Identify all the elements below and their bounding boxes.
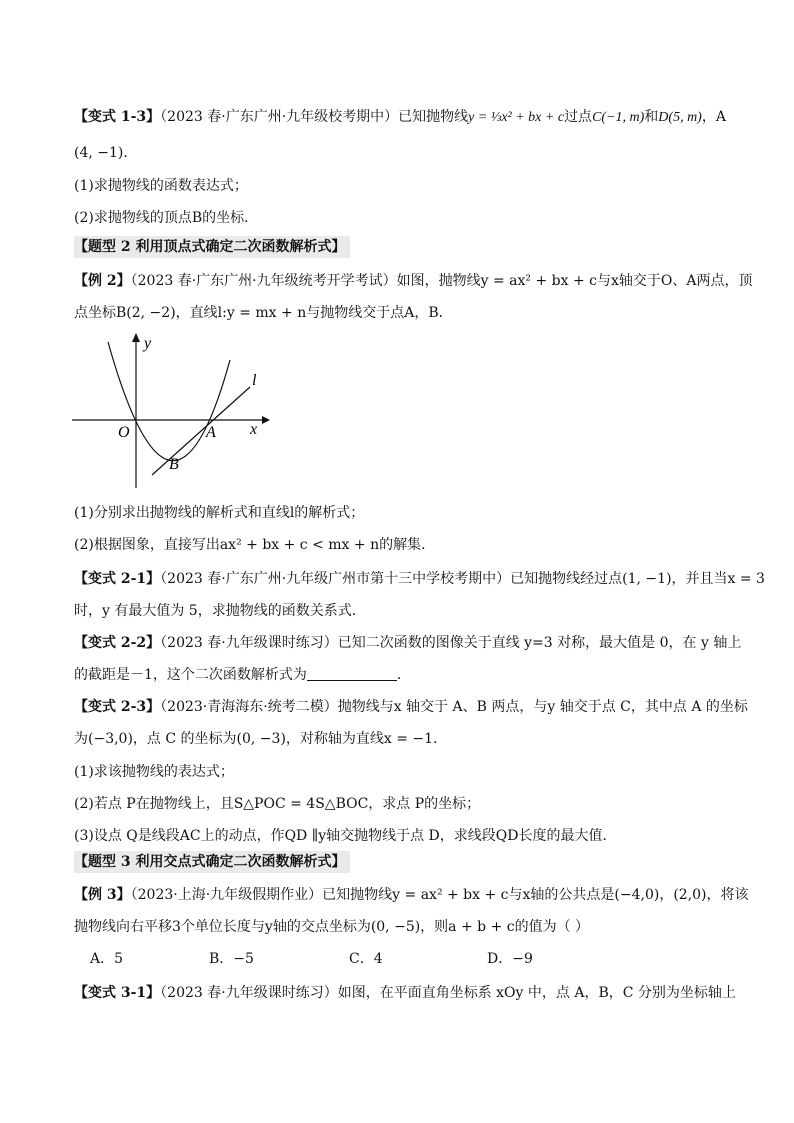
variant-2-1-line-2: 时，y 有最大值为 5，求抛物线的函数关系式． bbox=[74, 603, 366, 619]
variant-1-3-question-1: (1)求抛物线的函数表达式； bbox=[74, 178, 248, 194]
y-axis-arrow bbox=[132, 333, 140, 342]
variant-1-3-line-1: 【变式 1-3】（2023 春·广东广州·九年级校考期中）已知抛物线y = ⅓x² + bx + c过点C(−1, m)和D(5, m)，A bbox=[74, 109, 726, 125]
variant-2-3-title: 【变式 2-3】 bbox=[74, 699, 161, 715]
section-2-title: 【题型 2 利用顶点式确定二次函数解析式】 bbox=[74, 239, 346, 255]
line-l bbox=[152, 387, 250, 475]
example-2-line-2: 点坐标B(2, −2)，直线l:y = mx + n与抛物线交于点A，B． bbox=[74, 305, 453, 321]
example-3-source: （2023·上海·九年级假期作业） bbox=[130, 887, 323, 903]
x-axis-arrow bbox=[262, 416, 270, 424]
example-2-title: 【例 2】 bbox=[74, 273, 131, 289]
option-b[interactable]: B．−5 bbox=[209, 951, 254, 967]
option-a[interactable]: A．5 bbox=[90, 951, 124, 967]
section-3-title: 【题型 3 利用交点式确定二次函数解析式】 bbox=[74, 854, 346, 870]
answer-blank[interactable] bbox=[307, 666, 397, 681]
variant-2-2-source: （2023 春·九年级课时练习） bbox=[160, 635, 338, 651]
variant-1-3-title: 【变式 1-3】 bbox=[74, 109, 161, 125]
label-x: x bbox=[250, 421, 258, 438]
variant-2-3-question-3: (3)设点 Q是线段AC上的动点，作QD ∥y轴交抛物线于点 D，求线段QD长度的最大值． bbox=[74, 828, 617, 844]
label-l: l bbox=[252, 372, 257, 389]
variant-2-1-source: （2023 春·广东广州·九年级广州市第十三中学校考期中） bbox=[160, 571, 511, 587]
example-2-question-2: (2)根据图象，直接写出ax² + bx + c < mx + n的解集． bbox=[74, 537, 436, 553]
label-y: y bbox=[144, 335, 152, 352]
example-2-source: （2023 春·广东广州·九年级统考开学考试） bbox=[130, 273, 397, 289]
variant-2-3-question-2: (2)若点 P在抛物线上，且S△POC = 4S△BOC，求点 P的坐标； bbox=[74, 796, 481, 812]
example-3-line-2: 抛物线向右平移3个单位长度与y轴的交点坐标为(0, −5)，则a + b + c的值为（ ） bbox=[74, 919, 590, 935]
variant-3-1-source: （2023 春·九年级课时练习） bbox=[160, 985, 338, 1001]
point-c: C(−1, m) bbox=[592, 110, 645, 125]
label-a: A bbox=[206, 424, 216, 441]
variant-2-3-line-1: 【变式 2-3】（2023·青海海东·统考二模）抛物线与x 轴交于 A、B 两点，与y 轴交于点 C，其中点 A 的坐标 bbox=[74, 699, 748, 715]
variant-1-3-question-2: (2)求抛物线的顶点B的坐标． bbox=[74, 210, 259, 226]
example-3-line-1: 【例 3】（2023·上海·九年级假期作业）已知抛物线y = ax² + bx + c与x轴的公共点是(−4,0)，(2,0)，将该 bbox=[74, 887, 749, 903]
variant-2-2-line-2: 的截距是－1，这个二次函数解析式为 ． bbox=[74, 667, 411, 683]
variant-3-1-title: 【变式 3-1】 bbox=[74, 985, 161, 1001]
variant-2-3-line-2: 为(−3,0)，点 C 的坐标为(0, −3)，对称轴为直线x = −1． bbox=[74, 731, 448, 747]
variant-1-3-source: （2023 春·广东广州·九年级校考期中） bbox=[160, 109, 399, 125]
option-d[interactable]: D．−9 bbox=[487, 951, 533, 967]
parabola-equation: y = ⅓x² + bx + c bbox=[468, 110, 565, 125]
label-b: B bbox=[169, 456, 179, 473]
variant-2-1-line-1: 【变式 2-1】（2023 春·广东广州·九年级广州市第十三中学校考期中）已知抛物线经过点(1, −1)，并且当x = 3 bbox=[74, 571, 765, 587]
variant-3-1-line-1: 【变式 3-1】（2023 春·九年级课时练习）如图，在平面直角坐标系 xOy 中，点 A，B，C 分别为坐标轴上 bbox=[74, 985, 736, 1001]
parabola-curve bbox=[108, 342, 230, 461]
variant-2-1-title: 【变式 2-1】 bbox=[74, 571, 161, 587]
variant-1-3-line-2: (4, −1)． bbox=[74, 145, 138, 161]
parabola-graph bbox=[70, 330, 270, 490]
variant-2-2-line-1: 【变式 2-2】（2023 春·九年级课时练习）已知二次函数的图像关于直线 y=3 对称，最大值是 0，在 y 轴上 bbox=[74, 635, 742, 651]
option-c[interactable]: C．4 bbox=[349, 951, 383, 967]
label-o: O bbox=[118, 424, 130, 441]
variant-2-3-source: （2023·青海海东·统考二模） bbox=[160, 699, 338, 715]
example-3-title: 【例 3】 bbox=[74, 887, 131, 903]
point-d: D(5, m) bbox=[658, 110, 702, 125]
example-2-line-1: 【例 2】（2023 春·广东广州·九年级统考开学考试）如图，抛物线y = ax² + bx + c与x轴交于O、A两点，顶 bbox=[74, 273, 753, 289]
variant-2-2-title: 【变式 2-2】 bbox=[74, 635, 161, 651]
example-2-question-1: (1)分别求出抛物线的解析式和直线l的解析式； bbox=[74, 505, 365, 521]
variant-2-3-question-1: (1)求该抛物线的表达式； bbox=[74, 764, 234, 780]
